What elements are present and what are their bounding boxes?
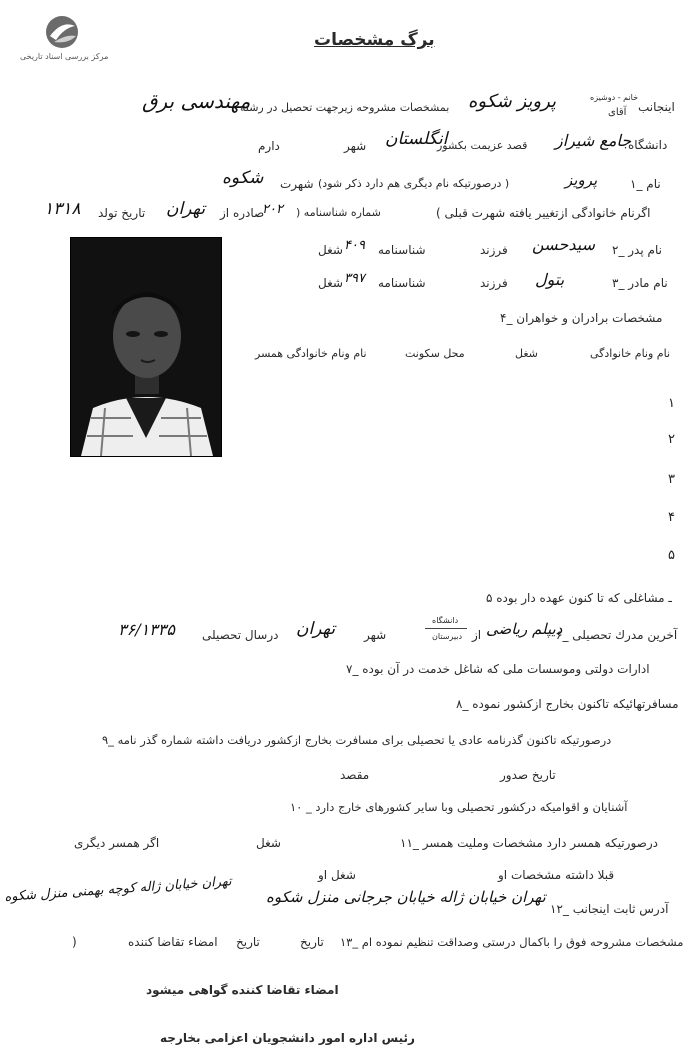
- previous-spouse-job-label: شغل او: [318, 868, 356, 882]
- signature-paren: ): [72, 935, 77, 949]
- previous-surname-label: ( اگرنام خانوادگی ازتغییر یافته شهرت قبلی: [436, 206, 651, 220]
- surname-handwritten: شکوه: [222, 168, 264, 188]
- witness-statement: امضاء تقاضا کننده گواهی میشود: [146, 983, 339, 997]
- school-type-highschool: دبیرستان: [432, 632, 463, 641]
- sibling-header-job: شغل: [515, 347, 538, 360]
- passport-destination-label: مقصد: [340, 768, 370, 782]
- other-spouse-label: اگر همسر دیگری: [74, 836, 160, 850]
- sibling-row-2: ۲: [668, 432, 675, 447]
- school-type-university: دانشگاه: [432, 616, 459, 625]
- dob-handwritten: ۱۳۱۸: [44, 199, 81, 219]
- spouse-job-label: شغل: [256, 836, 281, 850]
- field-8-label: ۸_ مسافرتهائیکه تاکنون بخارج ازکشور نموده: [456, 697, 679, 711]
- mother-child-label: فرزند: [480, 276, 508, 290]
- first-name-handwritten: پرویز: [565, 171, 598, 189]
- mother-cert-label: شناسنامه: [378, 276, 426, 290]
- father-job-label: شغل: [318, 243, 343, 257]
- address-margin-handwritten: تهران خیابان ژاله کوچه بهمنی منزل شکوه: [4, 874, 232, 905]
- field-2-label: ۲_ نام پدر: [612, 243, 662, 257]
- field-6-label: ۶_ آخرین مدرك تحصیلی: [556, 628, 678, 642]
- field-13-label: ۱۳_ مشخصات مشروحه فوق را باکمال درستی وصداقت تنظیم نموده ام: [340, 935, 684, 949]
- mother-cert-handwritten: ۳۹۷: [344, 271, 365, 286]
- intro-lead: اینجانب: [638, 100, 675, 114]
- sibling-row-3: ۳: [668, 472, 675, 487]
- date-label-2: تاریخ: [236, 935, 260, 949]
- have-label: دارم: [258, 139, 280, 153]
- applicant-name-handwritten: پرویز شکوه: [468, 91, 557, 112]
- field-1-note: (درصورتیکه نام دیگری هم دارد ذکر شود ): [318, 177, 510, 190]
- school-year-label: درسال تحصیلی: [202, 628, 279, 642]
- id-number-label: ) شماره شناسنامه: [296, 206, 381, 219]
- school-city-handwritten: تهران: [296, 619, 336, 639]
- date-label-1: تاریخ: [300, 935, 324, 949]
- mother-job-label: شغل: [318, 276, 343, 290]
- university-handwritten: جامع شیراز: [555, 131, 632, 150]
- sibling-row-4: ۴: [668, 510, 675, 525]
- applicant-photo: [70, 237, 222, 457]
- dob-label: تاریخ تولد: [98, 206, 146, 220]
- degree-handwritten: دیپلم ریاضی: [486, 620, 563, 638]
- address-handwritten: تهران خیابان ژاله خیابان جرجانی منزل شکوه: [266, 888, 546, 906]
- field-10-label: ۱۰ _ آشنایان و اقوامیکه درکشور تحصیلی وبا سایر کشورهای خارج دارد: [290, 800, 628, 814]
- issued-label: صادره از: [220, 206, 265, 220]
- surname-label: شهرت: [280, 177, 314, 191]
- father-cert-handwritten: ۴۰۹: [344, 238, 365, 253]
- id-number-handwritten: ۲۰۲: [262, 202, 283, 217]
- country-label: قصد عزیمت بکشور: [437, 139, 528, 152]
- archive-logo: [42, 14, 82, 54]
- field-5-label: ۵ ـ مشاغلی که تا کنون عهده دار بوده: [486, 591, 672, 605]
- archive-emblem-icon: [42, 14, 82, 50]
- field-1-label: ۱_ نام: [630, 177, 661, 191]
- field-9-label: ۹_ درصورتیکه تاکنون گذرنامه عادی یا تحصیلی برای مسافرت بخارج ازکشور دریافت داشته شماره گذر نامه: [102, 733, 612, 747]
- school-year-handwritten: ۳۶/۱۳۳۵: [118, 620, 175, 639]
- father-child-label: فرزند: [480, 243, 508, 257]
- city-label: شهر: [344, 139, 367, 153]
- field-4-label: ۴_ مشخصات برادران و خواهران: [500, 311, 663, 325]
- field-3-label: ۳_ نام مادر: [612, 276, 668, 290]
- sibling-row-5: ۵: [668, 548, 675, 563]
- honorific-options: خانم - دوشیزه: [590, 93, 639, 102]
- school-type-divider: [425, 628, 467, 629]
- field-of-study-handwritten: مهندسی برق: [142, 89, 251, 113]
- honorific-sir: آقای: [608, 107, 627, 118]
- school-city-label: شهر: [364, 628, 387, 642]
- office-head-title: رئیس اداره امور دانشجویان اعزامی بخارجه: [160, 1031, 415, 1045]
- mother-name-handwritten: بتول: [535, 270, 565, 289]
- field-7-label: ۷_ ادارات دولتی وموسسات ملی که شاغل خدمت در آن بوده: [346, 662, 650, 676]
- applicant-signature-label: امضاء تقاضا کننده: [128, 935, 218, 949]
- field-12-label: ۱۲_ آدرس ثابت اینجانب: [550, 902, 669, 916]
- passport-issue-date-label: تاریخ صدور: [500, 768, 556, 782]
- sibling-row-1: ۱: [668, 396, 675, 411]
- sibling-header-residence: محل سکونت: [405, 347, 465, 360]
- father-cert-label: شناسنامه: [378, 243, 426, 257]
- field-11-label: ۱۱_ درصورتیکه همسر دارد مشخصات وملیت همسر: [400, 836, 658, 850]
- sibling-header-name: نام ونام خانوادگی: [590, 347, 671, 360]
- father-name-handwritten: سیدحسن: [532, 235, 595, 254]
- page-title: برگ مشخصات: [314, 30, 435, 50]
- university-label: دانشگاه: [628, 138, 668, 152]
- intro-purpose: بمشخصات مشروحه زیرجهت تحصیل در رشته: [240, 101, 450, 114]
- country-handwritten: انگلستان: [385, 129, 448, 149]
- archive-caption: مرکز بررسی اسناد تاریخی: [20, 52, 109, 61]
- sibling-header-spouse: نام ونام خانوادگی همسر: [255, 347, 367, 360]
- previous-spouse-label: قبلا داشته مشخصات او: [498, 868, 615, 882]
- issued-place-handwritten: تهران: [166, 199, 206, 219]
- degree-from-label: از: [472, 628, 482, 642]
- portrait-icon: [71, 238, 221, 456]
